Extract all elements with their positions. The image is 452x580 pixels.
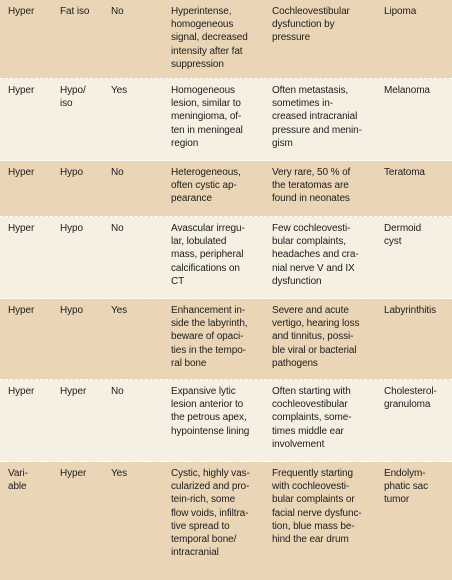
imaging-features-cell: Enhancement in- side the labyrinth, beware of opaci- ties in the tempo- ral bone bbox=[171, 305, 248, 369]
signal-2-cell: Hypo bbox=[60, 305, 83, 316]
table-row bbox=[0, 380, 452, 462]
table-row bbox=[0, 299, 452, 380]
table-row bbox=[0, 79, 452, 161]
clinical-features-cell: Few cochleovesti- bular complaints, headaches and cra- nial nerve V and IX dysfunction bbox=[272, 223, 359, 287]
signal-1-cell: Hyper bbox=[8, 305, 35, 316]
table-row bbox=[0, 462, 452, 580]
signal-1-cell: Hyper bbox=[8, 85, 35, 96]
signal-2-cell: Hyper bbox=[60, 386, 87, 397]
diagnosis-cell: Lipoma bbox=[384, 6, 417, 17]
clinical-features-cell: Often metastasis, sometimes in- creased intracranial pressure and menin- gism bbox=[272, 85, 362, 149]
table-row bbox=[0, 0, 452, 79]
clinical-features-cell: Cochleovestibular dysfunction by pressure bbox=[272, 6, 350, 44]
diagnosis-cell: Teratoma bbox=[384, 167, 425, 178]
table-row bbox=[0, 161, 452, 217]
clinical-features-cell: Severe and acute vertigo, hearing loss and tinnitus, possi- ble viral or bacterial pathogens bbox=[272, 305, 360, 369]
diagnosis-cell: Melanoma bbox=[384, 85, 430, 96]
signal-2-cell: Fat iso bbox=[60, 6, 90, 17]
signal-2-cell: Hypo/ iso bbox=[60, 85, 86, 110]
signal-1-cell: Hyper bbox=[8, 386, 35, 397]
signal-1-cell: Vari- able bbox=[8, 468, 28, 493]
diagnosis-cell: Cholesterol- granuloma bbox=[384, 386, 437, 411]
enhancement-cell: No bbox=[111, 223, 124, 234]
clinical-features-cell: Frequently starting with cochleovesti- bular complaints or facial nerve dysfunc- tion, blue mass be- hind the ear drum bbox=[272, 468, 362, 546]
table-row bbox=[0, 217, 452, 299]
enhancement-cell: No bbox=[111, 386, 124, 397]
imaging-features-cell: Expansive lytic lesion anterior to the petrous apex, hypointense lining bbox=[171, 386, 250, 437]
enhancement-cell: No bbox=[111, 167, 124, 178]
signal-1-cell: Hyper bbox=[8, 223, 35, 234]
imaging-features-cell: Heterogeneous, often cystic ap- pearance bbox=[171, 167, 241, 205]
signal-2-cell: Hyper bbox=[60, 468, 87, 479]
imaging-features-cell: Hyperintense, homogeneous signal, decreased intensity after fat suppression bbox=[171, 6, 248, 70]
enhancement-cell: Yes bbox=[111, 85, 128, 96]
imaging-features-cell: Avascular irregu- lar, lobulated mass, peripheral calcifications on CT bbox=[171, 223, 245, 287]
signal-2-cell: Hypo bbox=[60, 167, 83, 178]
imaging-features-cell: Cystic, highly vas- cularized and pro- tein-rich, some flow voids, infiltra- tive spread to temporal bone/ intracranial bbox=[171, 468, 250, 559]
signal-1-cell: Hyper bbox=[8, 167, 35, 178]
enhancement-cell: Yes bbox=[111, 468, 128, 479]
diagnosis-cell: Dermoid cyst bbox=[384, 223, 422, 248]
signal-2-cell: Hypo bbox=[60, 223, 83, 234]
diagnosis-cell: Labyrinthitis bbox=[384, 305, 437, 316]
signal-1-cell: Hyper bbox=[8, 6, 35, 17]
enhancement-cell: Yes bbox=[111, 305, 128, 316]
imaging-features-cell: Homogeneous lesion, similar to meningioma, of- ten in meningeal region bbox=[171, 85, 243, 149]
clinical-features-cell: Often starting with cochleovestibular complaints, some- times middle ear involvement bbox=[272, 386, 352, 450]
enhancement-cell: No bbox=[111, 6, 124, 17]
diagnosis-cell: Endolym- phatic sac tumor bbox=[384, 468, 429, 506]
clinical-features-cell: Very rare, 50 % of the teratomas are found in neonates bbox=[272, 167, 351, 205]
